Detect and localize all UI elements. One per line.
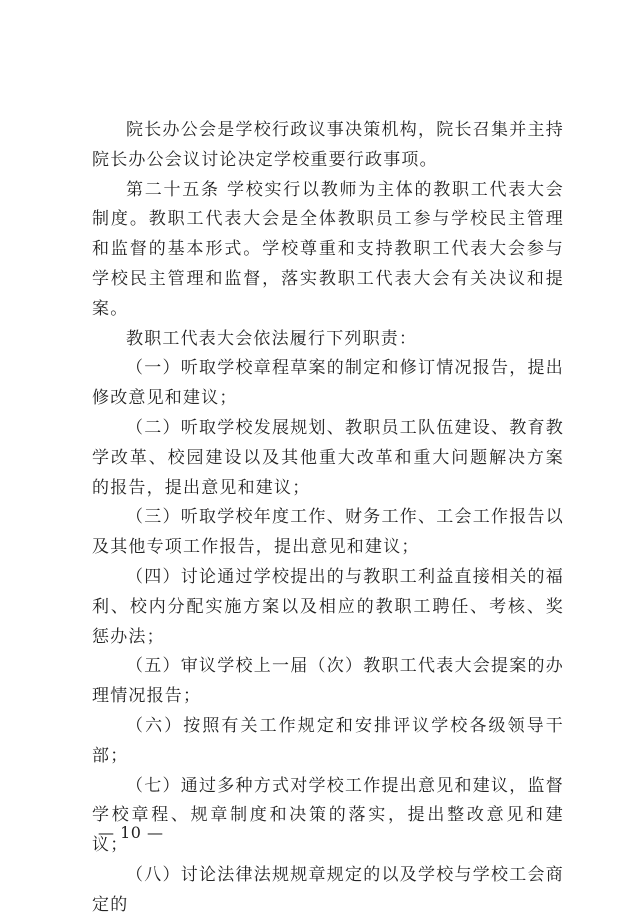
list-item-duty-8: （八）讨论法律法规规章规定的以及学校与学校工会商定的	[92, 864, 564, 915]
document-body	[92, 116, 564, 921]
list-item-duty-2: （二）听取学校发展规划、教职员工队伍建设、教育教学改革、校园建设以及其他重大改革和重大问题解决方案的报告，提出意见和建议；	[92, 417, 564, 498]
paragraph-duties-intro: 教职工代表大会依法履行下列职责：	[126, 328, 418, 349]
list-item-duty-7: （七）通过多种方式对学校工作提出意见和建议，监督学校章程、规章制度和决策的落实，提出整改意见和建议；	[92, 775, 564, 856]
list-item-duty-6: （六）按照有关工作规定和安排评议学校各级领导干部；	[92, 715, 564, 766]
list-item-duty-5: （五）审议学校上一届（次）教职工代表大会提案的办理情况报告；	[92, 656, 564, 707]
list-item-duty-4: （四）讨论通过学校提出的与教职工利益直接相关的福利、校内分配实施方案以及相应的教职工聘任、考核、奖惩办法；	[92, 566, 564, 647]
list-item-duty-1: （一）听取学校章程草案的制定和修订情况报告，提出修改意见和建议；	[92, 358, 564, 409]
paragraph-president-office-meeting: 院长办公会是学校行政议事决策机构，院长召集并主持院长办公会议讨论决定学校重要行政事项。	[92, 120, 564, 170]
list-item-duty-3: （三）听取学校年度工作、财务工作、工会工作报告以及其他专项工作报告，提出意见和建议；	[92, 507, 564, 558]
paragraph-article-25: 第二十五条 学校实行以教师为主体的教职工代表大会制度。教职工代表大会是全体教职员工参与学校民主管理和监督的基本形式。学校尊重和支持教职工代表大会参与学校民主管理和监督，落实教职工代表大会有关决议和提案。	[92, 179, 564, 319]
page-number: — 10 —	[98, 823, 164, 842]
